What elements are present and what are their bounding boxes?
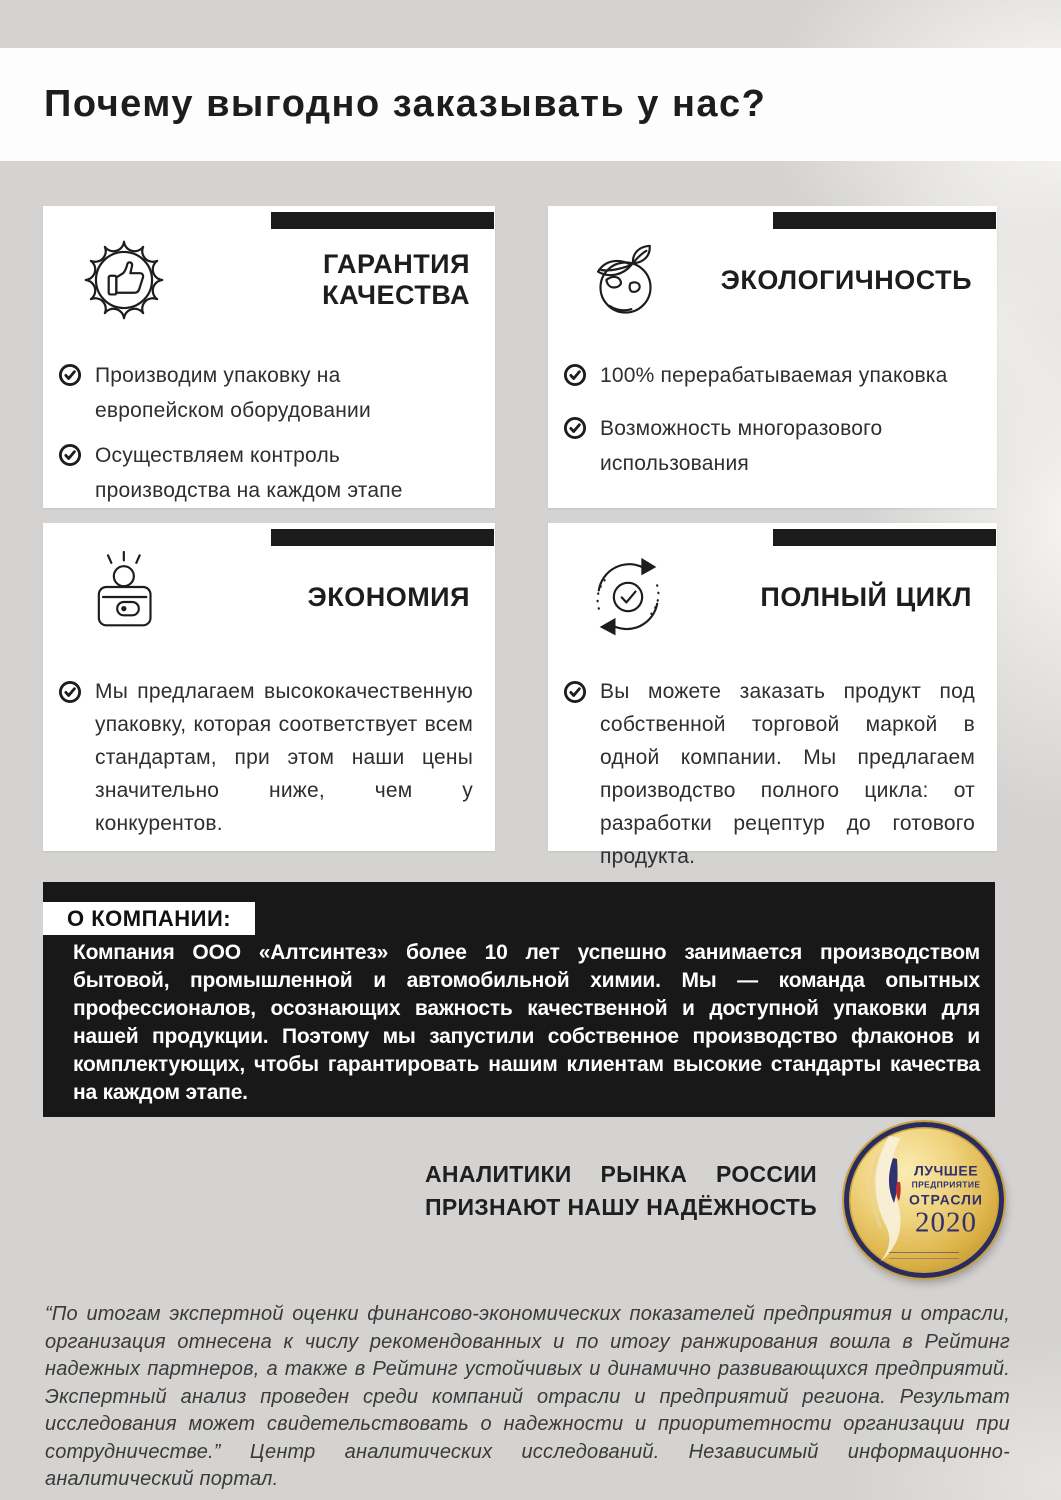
bullet-text: Производим упаковку на европейском оборудовании: [95, 364, 371, 422]
card-accent-bar: [271, 529, 494, 546]
check-circle-icon: [58, 680, 82, 709]
medal-line-1: ЛУЧШЕЕ: [913, 1162, 979, 1179]
card-title: ЭКОЛОГИЧНОСТЬ: [720, 264, 972, 295]
card-title: ГАРАНТИЯ КАЧЕСТВА: [322, 249, 470, 310]
about-company-panel: [43, 882, 995, 1117]
medal-line-3: ОТРАСЛИ: [909, 1191, 983, 1208]
card-accent-bar: [773, 212, 996, 229]
medal-text: [903, 1163, 989, 1238]
bullet-list: [548, 675, 997, 873]
list-item: [563, 675, 975, 873]
bullet-text: Осуществляем контроль производства на каждом этапе: [95, 444, 403, 502]
check-circle-icon: [58, 363, 82, 392]
medal-fine-print-lines: [889, 1252, 959, 1259]
card-economy: [43, 523, 495, 851]
about-company-text: Компания ООО «Алтсинтез» более 10 лет успешно занимается производством бытовой, промышленной и автомобильной химии. Мы — команда опытных профессионалов, осознающих важность качественной и доступной упаковки для нашей продукции. Поэтому мы запустили собственное производство флаконов и комплектующих, чтобы гарантировать нашим клиентам высокие стандарты качества на каждом этапе.: [73, 941, 980, 1104]
check-circle-icon: [563, 363, 587, 392]
about-company-label: О КОМПАНИИ:: [43, 902, 255, 935]
expert-quote: “По итогам экспертной оценки финансово-экономических показателей предприятия и отрасли, организация отнесена к числу рекомендованных и по итогу ранжирования вошла в Рейтинг надежных партнеров, а также в Рейтинг устойчивых и динамично развивающихся предприятий. Экспертный анализ проведен среди компаний отрасли и предприятий региона. Результат исследования может свидетельствовать о надежности и приоритетности организации при сотрудничестве.” Центр аналитических исследований. Независимый информационно-аналитический портал.: [45, 1303, 1010, 1490]
award-medal-2020: [844, 1122, 1004, 1278]
page-title: Почему выгодно заказывать у нас?: [44, 83, 767, 125]
card-eco: [548, 206, 997, 508]
earth-leaves-icon: [578, 230, 678, 330]
card-title: ПОЛНЫЙ ЦИКЛ: [760, 581, 972, 612]
card-title: ЭКОНОМИЯ: [307, 581, 470, 612]
bullet-list: [43, 358, 495, 508]
list-item: [58, 358, 473, 428]
list-item: [563, 411, 975, 481]
bullet-list: [548, 358, 997, 481]
cycle-check-icon: [578, 547, 678, 647]
bullet-text: Возможность многоразового использования: [600, 417, 883, 475]
bullet-text: Вы можете заказать продукт под собственной торговой маркой в одной компании. Мы предлагаем производство полного цикла: от разработки рецептур до готового продукта.: [600, 680, 975, 868]
recognition-text: [425, 1158, 817, 1224]
check-circle-icon: [563, 416, 587, 445]
header-band: [0, 48, 1061, 161]
card-quality: [43, 206, 495, 508]
card-accent-bar: [773, 529, 996, 546]
bullet-text: Мы предлагаем высококачественную упаковку, которая соответствует всем стандартам, при этом наши цены значительно ниже, чем у конкурентов.: [95, 680, 473, 835]
wallet-coin-icon: [73, 547, 173, 647]
check-circle-icon: [563, 680, 587, 709]
recognition-line-2: ПРИЗНАЮТ НАШУ НАДЁЖНОСТЬ: [425, 1194, 817, 1220]
medal-year: 2020: [915, 1206, 977, 1239]
check-circle-icon: [58, 443, 82, 472]
card-full-cycle: [548, 523, 997, 868]
list-item: [58, 438, 473, 508]
medal-line-2: ПРЕДПРИЯТИЕ: [911, 1179, 981, 1190]
bullet-text: 100% перерабатываемая упаковка: [600, 364, 948, 387]
card-accent-bar: [271, 212, 494, 229]
recognition-line-1: АНАЛИТИКИ РЫНКА РОССИИ: [425, 1161, 817, 1187]
list-item: [563, 358, 975, 393]
list-item: [58, 675, 473, 840]
bullet-list: [43, 675, 495, 840]
badge-thumbs-up-icon: [73, 229, 175, 331]
